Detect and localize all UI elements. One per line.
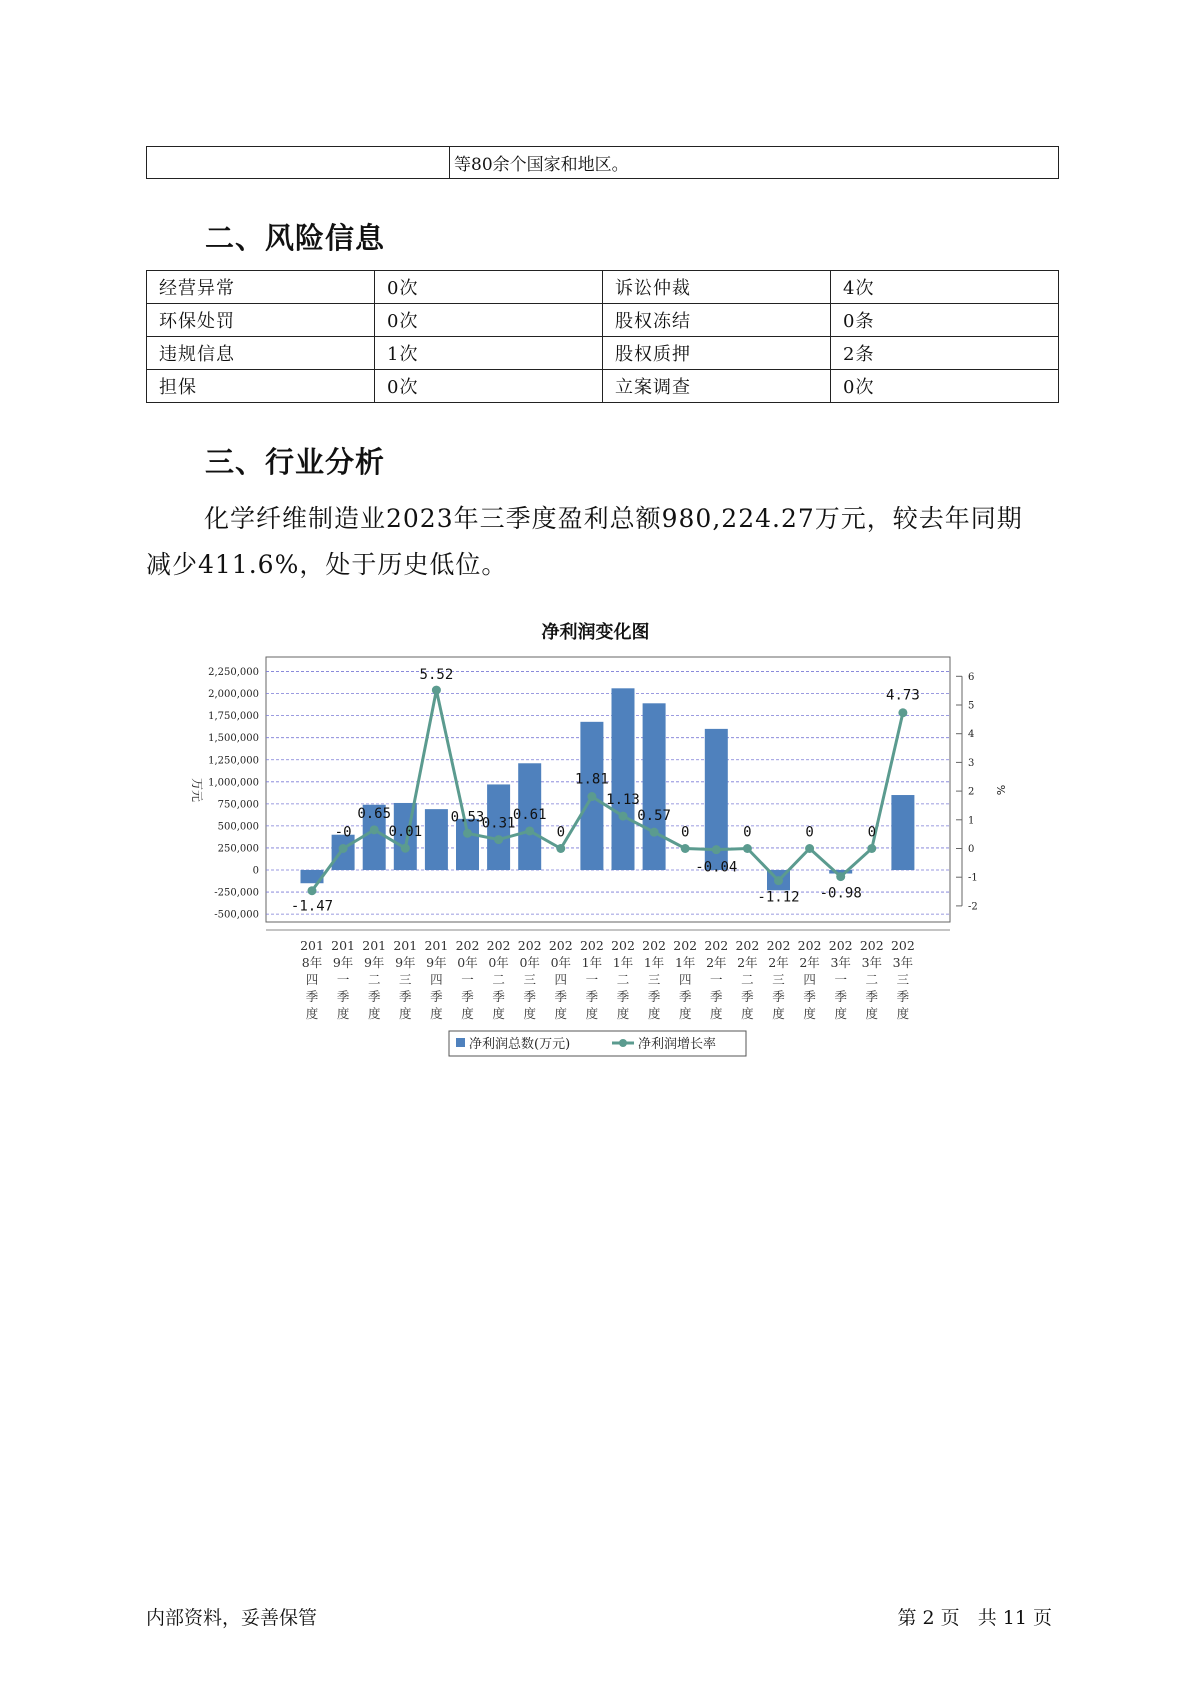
x-tick-label: 9年 xyxy=(426,955,447,970)
x-tick-label: 季 xyxy=(896,989,910,1004)
risk-value: 2条 xyxy=(831,337,1059,370)
line-point xyxy=(432,686,441,695)
data-label: 1.13 xyxy=(606,792,640,809)
line-point xyxy=(401,844,410,853)
y-tick-label: 1,750,000 xyxy=(208,711,259,723)
x-tick-label: 2年 xyxy=(706,955,727,970)
y-tick-label: 250,000 xyxy=(217,843,259,855)
x-tick-label: 四 xyxy=(554,972,568,987)
x-tick-label: 度 xyxy=(492,1006,505,1021)
data-label: 0 xyxy=(743,824,752,841)
x-tick-label: 度 xyxy=(399,1006,412,1021)
x-tick-label: 四 xyxy=(430,972,443,987)
x-tick-label: 0年 xyxy=(457,955,478,970)
data-label: -0.98 xyxy=(819,885,862,902)
x-tick-label: 度 xyxy=(834,1006,847,1021)
x-tick-label: 8年 xyxy=(301,955,323,970)
y-tick-label: 750,000 xyxy=(217,799,259,811)
x-tick-label: 季 xyxy=(367,989,381,1004)
x-tick-label: 度 xyxy=(896,1006,910,1021)
x-tick-label: 季 xyxy=(336,989,350,1004)
chart-title: 净利润变化图 xyxy=(541,622,650,643)
x-tick-label: 一 xyxy=(710,972,723,987)
x-tick-label: 202 xyxy=(704,938,729,953)
line-point xyxy=(308,886,317,895)
risk-label: 股权冻结 xyxy=(603,304,831,337)
x-tick-label: 三 xyxy=(647,972,661,987)
x-tick-label: 202 xyxy=(673,938,698,953)
x-tick-label: 3年 xyxy=(830,955,851,970)
x-tick-label: 三 xyxy=(399,972,412,987)
x-tick-label: 0年 xyxy=(550,955,572,970)
y2-axis-title: % xyxy=(994,784,1007,796)
y-tick-label: 500,000 xyxy=(217,821,259,833)
risk-label: 环保处罚 xyxy=(147,304,375,337)
line-point xyxy=(556,844,565,853)
x-tick-label: 四 xyxy=(305,972,319,987)
x-tick-label: 一 xyxy=(585,972,599,987)
data-label: 0 xyxy=(805,824,814,841)
line-point xyxy=(774,876,783,885)
bar xyxy=(612,688,635,870)
chart-legend xyxy=(449,1031,746,1056)
x-tick-label: 201 xyxy=(300,938,324,953)
industry-heading: 三、行业分析 xyxy=(205,445,386,479)
bar xyxy=(425,809,448,870)
x-tick-label: 二 xyxy=(741,972,754,987)
y2-tick-label: 5 xyxy=(968,700,975,712)
x-tick-label: 度 xyxy=(336,1006,350,1021)
x-tick-label: 2年 xyxy=(799,955,820,970)
x-tick-label: 季 xyxy=(865,989,879,1004)
x-tick-label: 度 xyxy=(678,1006,692,1021)
data-label: -1.12 xyxy=(757,889,800,906)
x-tick-label: 9年 xyxy=(395,955,416,970)
line-point xyxy=(898,708,907,717)
x-tick-label: 3年 xyxy=(861,955,883,970)
legend-label: 净利润增长率 xyxy=(638,1037,717,1052)
y-axis-title: 万元 xyxy=(190,777,204,803)
x-tick-label: 202 xyxy=(735,938,760,953)
data-label: -0 xyxy=(334,824,352,841)
x-tick-label: 一 xyxy=(834,972,847,987)
x-tick-label: 季 xyxy=(523,989,536,1004)
line-point xyxy=(463,829,472,838)
x-tick-label: 四 xyxy=(803,972,816,987)
x-tick-label: 二 xyxy=(616,972,630,987)
y2-tick-label: 2 xyxy=(968,786,975,798)
x-tick-label: 季 xyxy=(616,989,630,1004)
x-tick-label: 202 xyxy=(611,938,635,953)
y2-tick-label: -1 xyxy=(968,872,978,884)
data-label: -0.04 xyxy=(695,859,738,876)
x-tick-label: 度 xyxy=(305,1006,319,1021)
risk-value: 0次 xyxy=(375,304,603,337)
risk-label: 诉讼仲裁 xyxy=(603,271,831,304)
x-tick-label: 202 xyxy=(486,938,511,953)
bar xyxy=(643,703,666,870)
data-label: 0.65 xyxy=(357,805,392,822)
risk-value: 1次 xyxy=(375,337,603,370)
y-tick-label: 1,000,000 xyxy=(208,777,259,789)
risk-label: 股权质押 xyxy=(603,337,831,370)
data-label: 4.73 xyxy=(886,687,920,704)
x-tick-label: 一 xyxy=(461,972,474,987)
x-tick-label: 度 xyxy=(523,1006,536,1021)
x-tick-label: 201 xyxy=(362,938,387,953)
data-label: -1.47 xyxy=(290,898,334,915)
y-tick-label: -250,000 xyxy=(214,887,259,899)
x-tick-label: 季 xyxy=(772,989,785,1004)
line-point xyxy=(836,872,845,881)
line-point xyxy=(805,844,814,853)
x-tick-label: 季 xyxy=(741,989,754,1004)
x-tick-label: 季 xyxy=(554,989,568,1004)
footer-page-number: 第 2 页 共 11 页 xyxy=(897,1607,1052,1629)
data-label: 0.31 xyxy=(481,815,516,832)
x-tick-label: 一 xyxy=(336,972,350,987)
x-tick-label: 季 xyxy=(710,989,723,1004)
risk-heading: 二、风险信息 xyxy=(205,221,386,255)
x-tick-label: 0年 xyxy=(519,955,540,970)
data-label: 5.52 xyxy=(419,667,454,684)
x-tick-label: 9年 xyxy=(363,955,385,970)
legend-swatch-bar xyxy=(456,1038,465,1047)
x-tick-label: 四 xyxy=(678,972,692,987)
risk-value: 0条 xyxy=(831,304,1059,337)
chart-line xyxy=(291,667,920,915)
x-tick-label: 度 xyxy=(772,1006,785,1021)
data-label: 0 xyxy=(556,824,566,841)
line-point xyxy=(339,844,348,853)
x-tick-label: 202 xyxy=(859,938,884,953)
chart-grid xyxy=(266,657,950,922)
x-tick-label: 2年 xyxy=(737,955,758,970)
y-tick-label: 1,500,000 xyxy=(208,733,259,745)
line-point xyxy=(743,844,752,853)
x-tick-label: 季 xyxy=(647,989,661,1004)
x-tick-label: 季 xyxy=(585,989,599,1004)
x-tick-label: 202 xyxy=(642,938,667,953)
y-tick-label: 0 xyxy=(252,865,259,877)
line-point xyxy=(681,844,690,853)
y2-tick-label: 1 xyxy=(968,815,975,827)
bar xyxy=(891,795,914,870)
risk-value: 0次 xyxy=(375,370,603,403)
x-tick-label: 度 xyxy=(367,1006,381,1021)
x-tick-label: 季 xyxy=(678,989,692,1004)
x-tick-label: 度 xyxy=(741,1006,754,1021)
legend-swatch-point xyxy=(619,1039,627,1047)
x-tick-label: 202 xyxy=(797,938,822,953)
risk-label: 违规信息 xyxy=(147,337,375,370)
x-tick-label: 度 xyxy=(430,1006,443,1021)
x-tick-label: 3年 xyxy=(892,955,914,970)
risk-value: 0次 xyxy=(831,370,1059,403)
x-tick-label: 1年 xyxy=(612,955,634,970)
x-tick-label: 季 xyxy=(803,989,816,1004)
x-tick-label: 季 xyxy=(834,989,847,1004)
data-label: 0 xyxy=(680,824,690,841)
risk-label: 担保 xyxy=(147,370,375,403)
x-tick-label: 202 xyxy=(579,938,604,953)
x-tick-label: 二 xyxy=(367,972,381,987)
x-tick-label: 度 xyxy=(585,1006,599,1021)
x-tick-label: 201 xyxy=(331,938,356,953)
x-tick-label: 202 xyxy=(548,938,573,953)
x-tick-label: 度 xyxy=(865,1006,879,1021)
x-tick-label: 201 xyxy=(393,938,418,953)
y-tick-label: -500,000 xyxy=(214,909,259,921)
x-tick-label: 度 xyxy=(616,1006,630,1021)
x-tick-label: 三 xyxy=(523,972,536,987)
line-point xyxy=(712,845,721,854)
y2-tick-label: 0 xyxy=(968,844,975,855)
x-tick-label: 度 xyxy=(803,1006,816,1021)
x-tick-label: 1年 xyxy=(643,955,665,970)
data-label: 0.01 xyxy=(388,824,423,841)
x-tick-label: 三 xyxy=(772,972,785,987)
x-tick-label: 202 xyxy=(455,938,480,953)
x-tick-label: 季 xyxy=(492,989,505,1004)
risk-value: 0次 xyxy=(375,271,603,304)
risk-label: 经营异常 xyxy=(147,271,375,304)
x-tick-label: 度 xyxy=(647,1006,661,1021)
x-tick-label: 202 xyxy=(766,938,791,953)
industry-paragraph-line1: 化学纤维制造业2023年三季度盈利总额980,224.27万元，较去年同期 xyxy=(204,504,1023,533)
line-point xyxy=(587,792,596,801)
x-tick-label: 度 xyxy=(710,1006,723,1021)
y2-tick-label: 4 xyxy=(968,729,975,741)
x-tick-label: 季 xyxy=(461,989,474,1004)
footer-left: 内部资料，妥善保管 xyxy=(146,1607,318,1629)
line-point xyxy=(867,844,876,853)
x-tick-label: 1年 xyxy=(581,955,603,970)
plot-frame xyxy=(266,657,950,922)
line-point xyxy=(370,825,379,834)
legend-label: 净利润总数(万元) xyxy=(469,1037,571,1052)
line-point xyxy=(619,812,628,821)
x-tick-label: 季 xyxy=(399,989,412,1004)
data-label: 0.57 xyxy=(637,808,671,825)
x-tick-label: 季 xyxy=(305,989,319,1004)
data-label: 0.61 xyxy=(512,806,547,823)
risk-label: 立案调查 xyxy=(603,370,831,403)
y2-tick-label: 6 xyxy=(968,671,975,683)
x-tick-label: 二 xyxy=(865,972,879,987)
x-tick-label: 二 xyxy=(492,972,505,987)
y-tick-label: 2,000,000 xyxy=(208,689,259,701)
line-point xyxy=(525,826,534,835)
industry-paragraph-line2: 减少411.6%，处于历史低位。 xyxy=(146,550,508,579)
data-label: 1.81 xyxy=(575,771,609,788)
x-tick-label: 1年 xyxy=(674,955,696,970)
x-tick-label: 度 xyxy=(461,1006,474,1021)
top-table-right-cell: 等80余个国家和地区。 xyxy=(450,147,1059,179)
y2-tick-label: -2 xyxy=(968,901,978,913)
y-tick-label: 1,250,000 xyxy=(208,755,259,767)
x-tick-label: 度 xyxy=(554,1006,568,1021)
data-label: 0 xyxy=(867,824,877,841)
x-tick-label: 202 xyxy=(890,938,915,953)
x-tick-label: 202 xyxy=(828,938,853,953)
x-tick-label: 202 xyxy=(517,938,542,953)
y-tick-label: 2,250,000 xyxy=(208,667,259,679)
y2-tick-label: 3 xyxy=(968,757,975,769)
x-tick-label: 2年 xyxy=(768,955,789,970)
x-tick-label: 季 xyxy=(430,989,443,1004)
line-point xyxy=(494,835,503,844)
x-tick-label: 9年 xyxy=(332,955,354,970)
x-tick-label: 201 xyxy=(424,938,449,953)
x-tick-label: 三 xyxy=(896,972,910,987)
line-point xyxy=(650,828,659,837)
risk-value: 4次 xyxy=(831,271,1059,304)
data-label: 0.53 xyxy=(450,809,485,826)
x-tick-label: 0年 xyxy=(488,955,509,970)
